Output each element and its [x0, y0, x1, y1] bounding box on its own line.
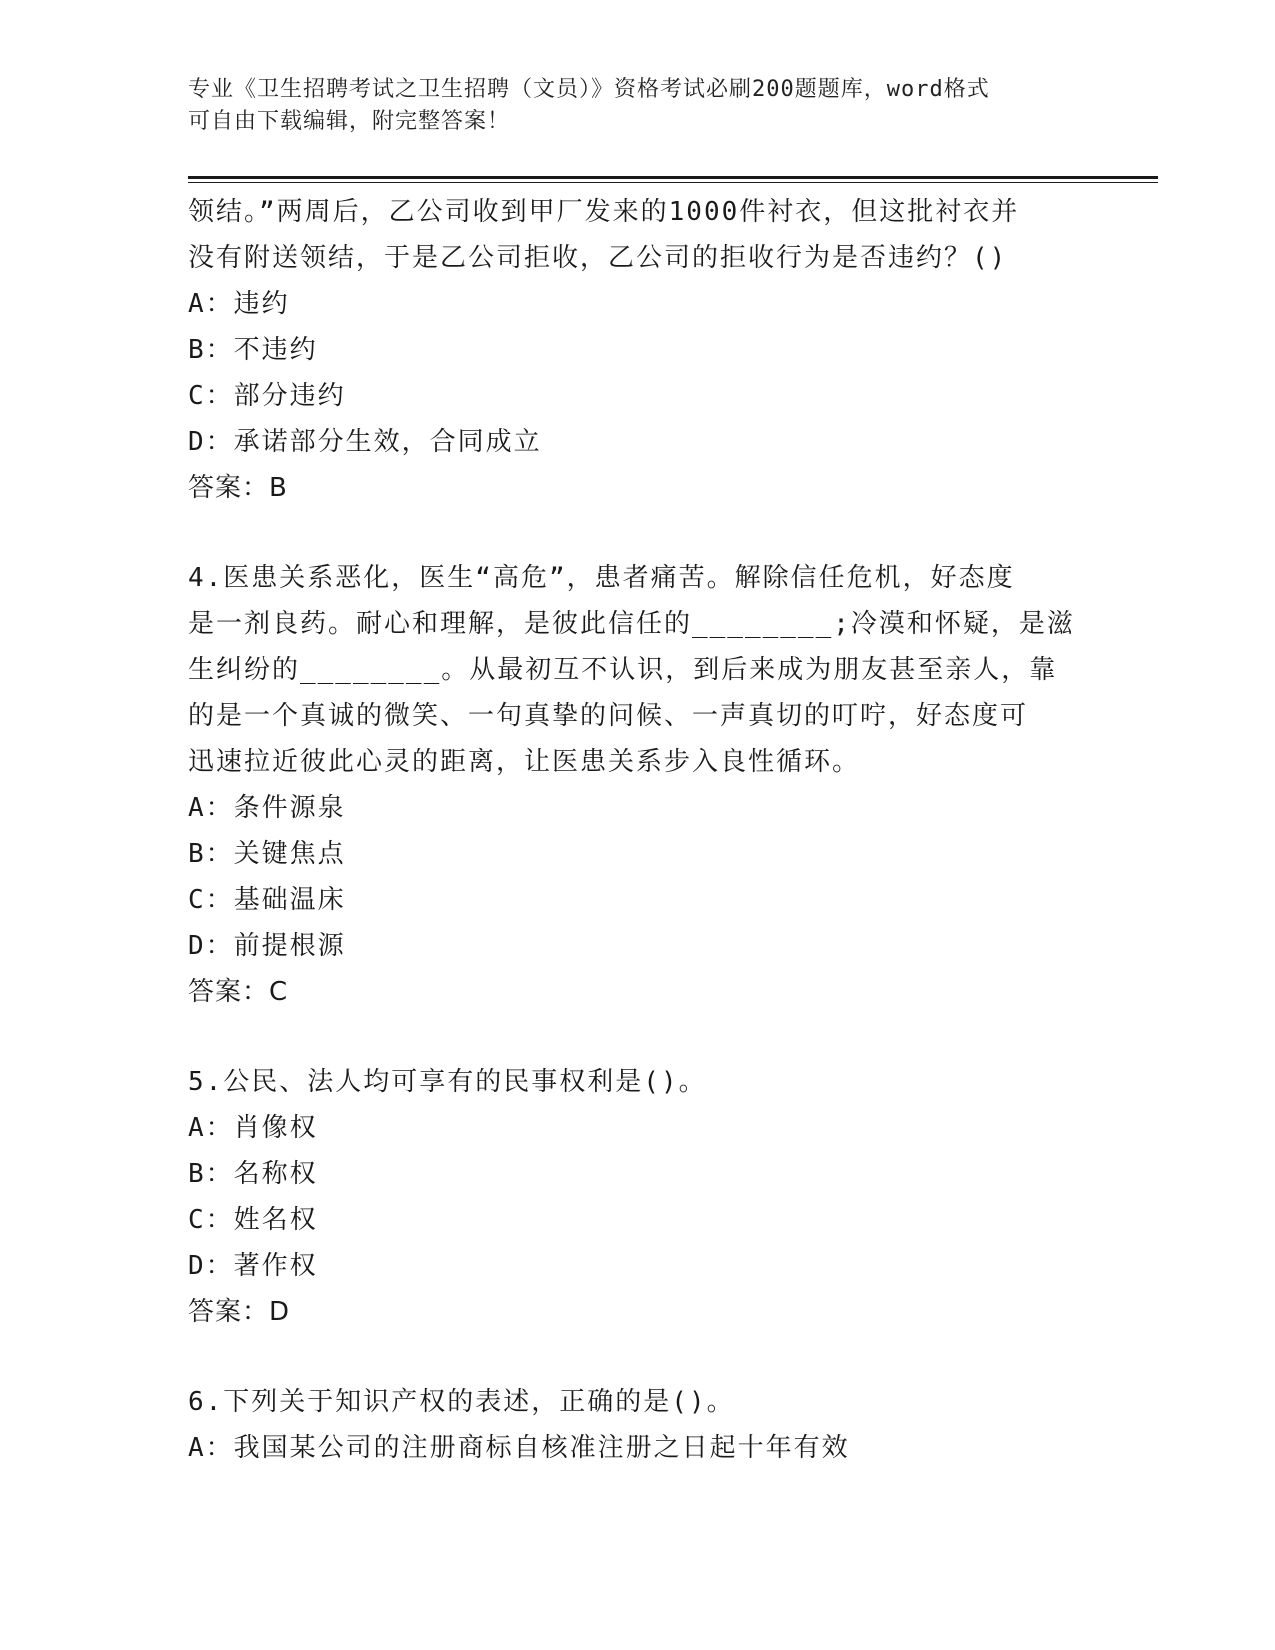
spacer [188, 511, 1088, 555]
document-body [188, 189, 1088, 1471]
spacer [188, 1015, 1088, 1059]
header-divider-thin [188, 182, 1158, 183]
question-text-line: 的是一个真诚的微笑、一句真挚的问候、一声真切的叮咛，好态度可 [188, 701, 1029, 731]
option-a: A：条件源泉 [188, 793, 346, 823]
option-c: C：姓名权 [188, 1205, 318, 1235]
spacer [188, 1335, 1088, 1379]
question-text-line: 生纠纷的________。从最初互不认识，到后来成为朋友甚至亲人，靠 [188, 655, 1058, 685]
question-text-line: 迅速拉近彼此心灵的距离，让医患关系步入良性循环。 [188, 747, 861, 777]
option-d: D：前提根源 [188, 931, 346, 961]
option-d: D：承诺部分生效，合同成立 [188, 427, 542, 457]
option-b: B：不违约 [188, 335, 318, 365]
option-a: A：我国某公司的注册商标自核准注册之日起十年有效 [188, 1433, 850, 1463]
question-6 [188, 1379, 1088, 1471]
question-text-line: 是一剂良药。耐心和理解，是彼此信任的________;冷漠和怀疑，是滋 [188, 609, 1075, 639]
option-a: A：肖像权 [188, 1113, 318, 1143]
option-b: B：关键焦点 [188, 839, 346, 869]
option-c: C：部分违约 [188, 381, 346, 411]
header-line-1: 专业《卫生招聘考试之卫生招聘（文员）》资格考试必刷200题题库，word格式 [188, 77, 990, 102]
header-divider-thick [188, 176, 1158, 179]
question-text-line: 领结。”两周后，乙公司收到甲厂发来的1000件衬衣，但这批衬衣并 [188, 197, 1020, 227]
answer-label: 答案：D [188, 1297, 291, 1327]
question-4 [188, 555, 1088, 1015]
question-text-line: 6.下列关于知识产权的表述，正确的是()。 [188, 1387, 735, 1417]
question-text-line: 4.医患关系恶化，医生“高危”，患者痛苦。解除信任危机，好态度 [188, 563, 1015, 593]
question-5 [188, 1059, 1088, 1335]
document-header [188, 74, 1078, 138]
question-text-line: 5.公民、法人均可享有的民事权利是()。 [188, 1067, 707, 1097]
option-c: C：基础温床 [188, 885, 346, 915]
option-a: A：违约 [188, 289, 290, 319]
option-b: B：名称权 [188, 1159, 318, 1189]
answer-label: 答案：B [188, 473, 288, 503]
question-text-line: 没有附送领结，于是乙公司拒收，乙公司的拒收行为是否违约？() [188, 243, 1008, 273]
header-line-2: 可自由下载编辑，附完整答案！ [188, 109, 511, 134]
answer-label: 答案：C [188, 977, 289, 1007]
question-3 [188, 189, 1088, 511]
option-d: D：著作权 [188, 1251, 318, 1281]
